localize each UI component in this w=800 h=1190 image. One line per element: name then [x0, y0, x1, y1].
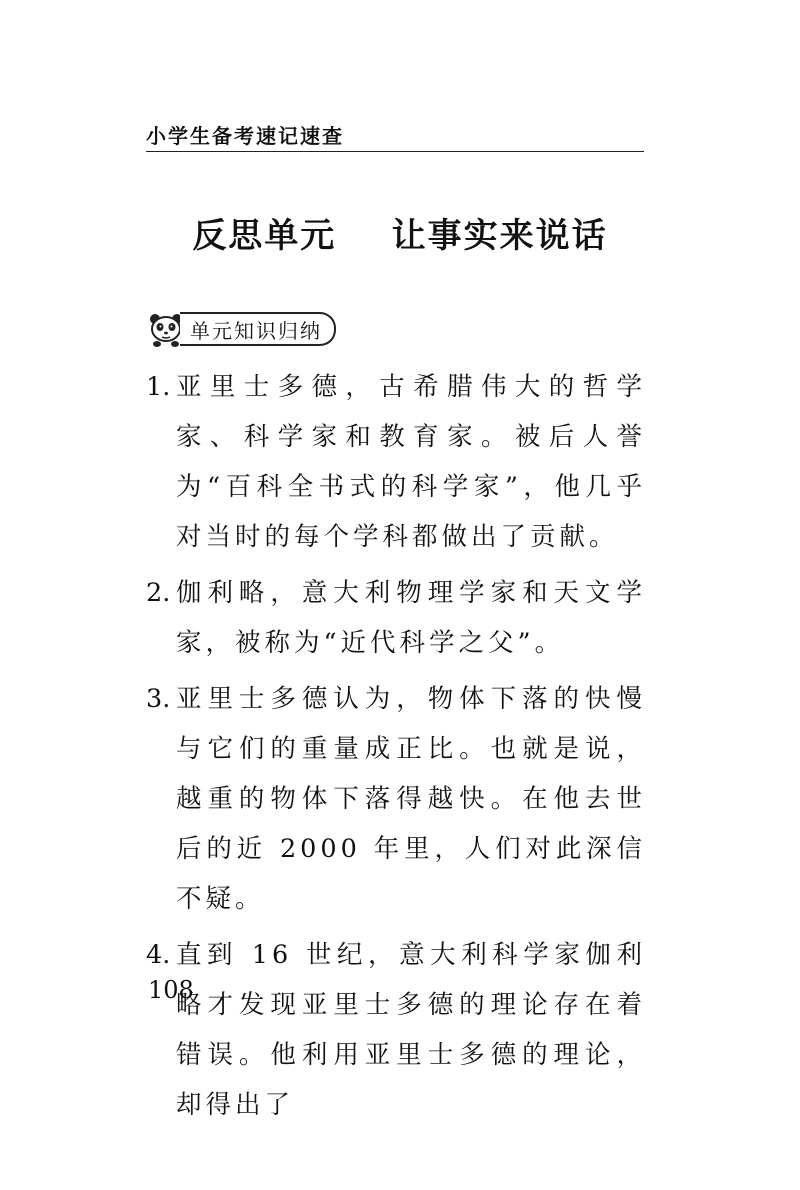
section-label: 单元知识归纳: [180, 312, 336, 346]
item-text: 亚里士多德认为，物体下落的快慢与它们的重量成正比。也就是说，越重的物体下落得越快。在他去世后的近 2000 年里，人们对此深信不疑。: [176, 684, 646, 914]
section-badge: [146, 310, 336, 348]
unit-title: 反思单元 让事实来说话: [192, 216, 608, 256]
running-header: 小学生备考速记速查: [146, 124, 344, 148]
list-item: [146, 568, 646, 668]
item-text: 直到 16 世纪，意大利科学家伽利略才发现亚里士多德的理论存在着错误。他利用亚里士多德的理论，却得出了: [176, 940, 646, 1120]
item-text: 亚里士多德，古希腊伟大的哲学家、科学家和教育家。被后人誉为“百科全书式的科学家”，他几乎对当时的每个学科都做出了贡献。: [176, 372, 646, 552]
list-item: [146, 362, 646, 562]
item-number: 4.: [146, 940, 171, 970]
item-number: 3.: [146, 684, 171, 714]
item-number: 1.: [146, 372, 171, 402]
item-text: 伽利略，意大利物理学家和天文学家，被称为“近代科学之父”。: [176, 578, 646, 658]
header-rule: [146, 151, 644, 152]
page-number: 108: [148, 976, 194, 1004]
knowledge-list: [146, 362, 646, 1136]
list-item: [146, 674, 646, 924]
list-item: [146, 930, 646, 1130]
item-number: 2.: [146, 578, 171, 608]
